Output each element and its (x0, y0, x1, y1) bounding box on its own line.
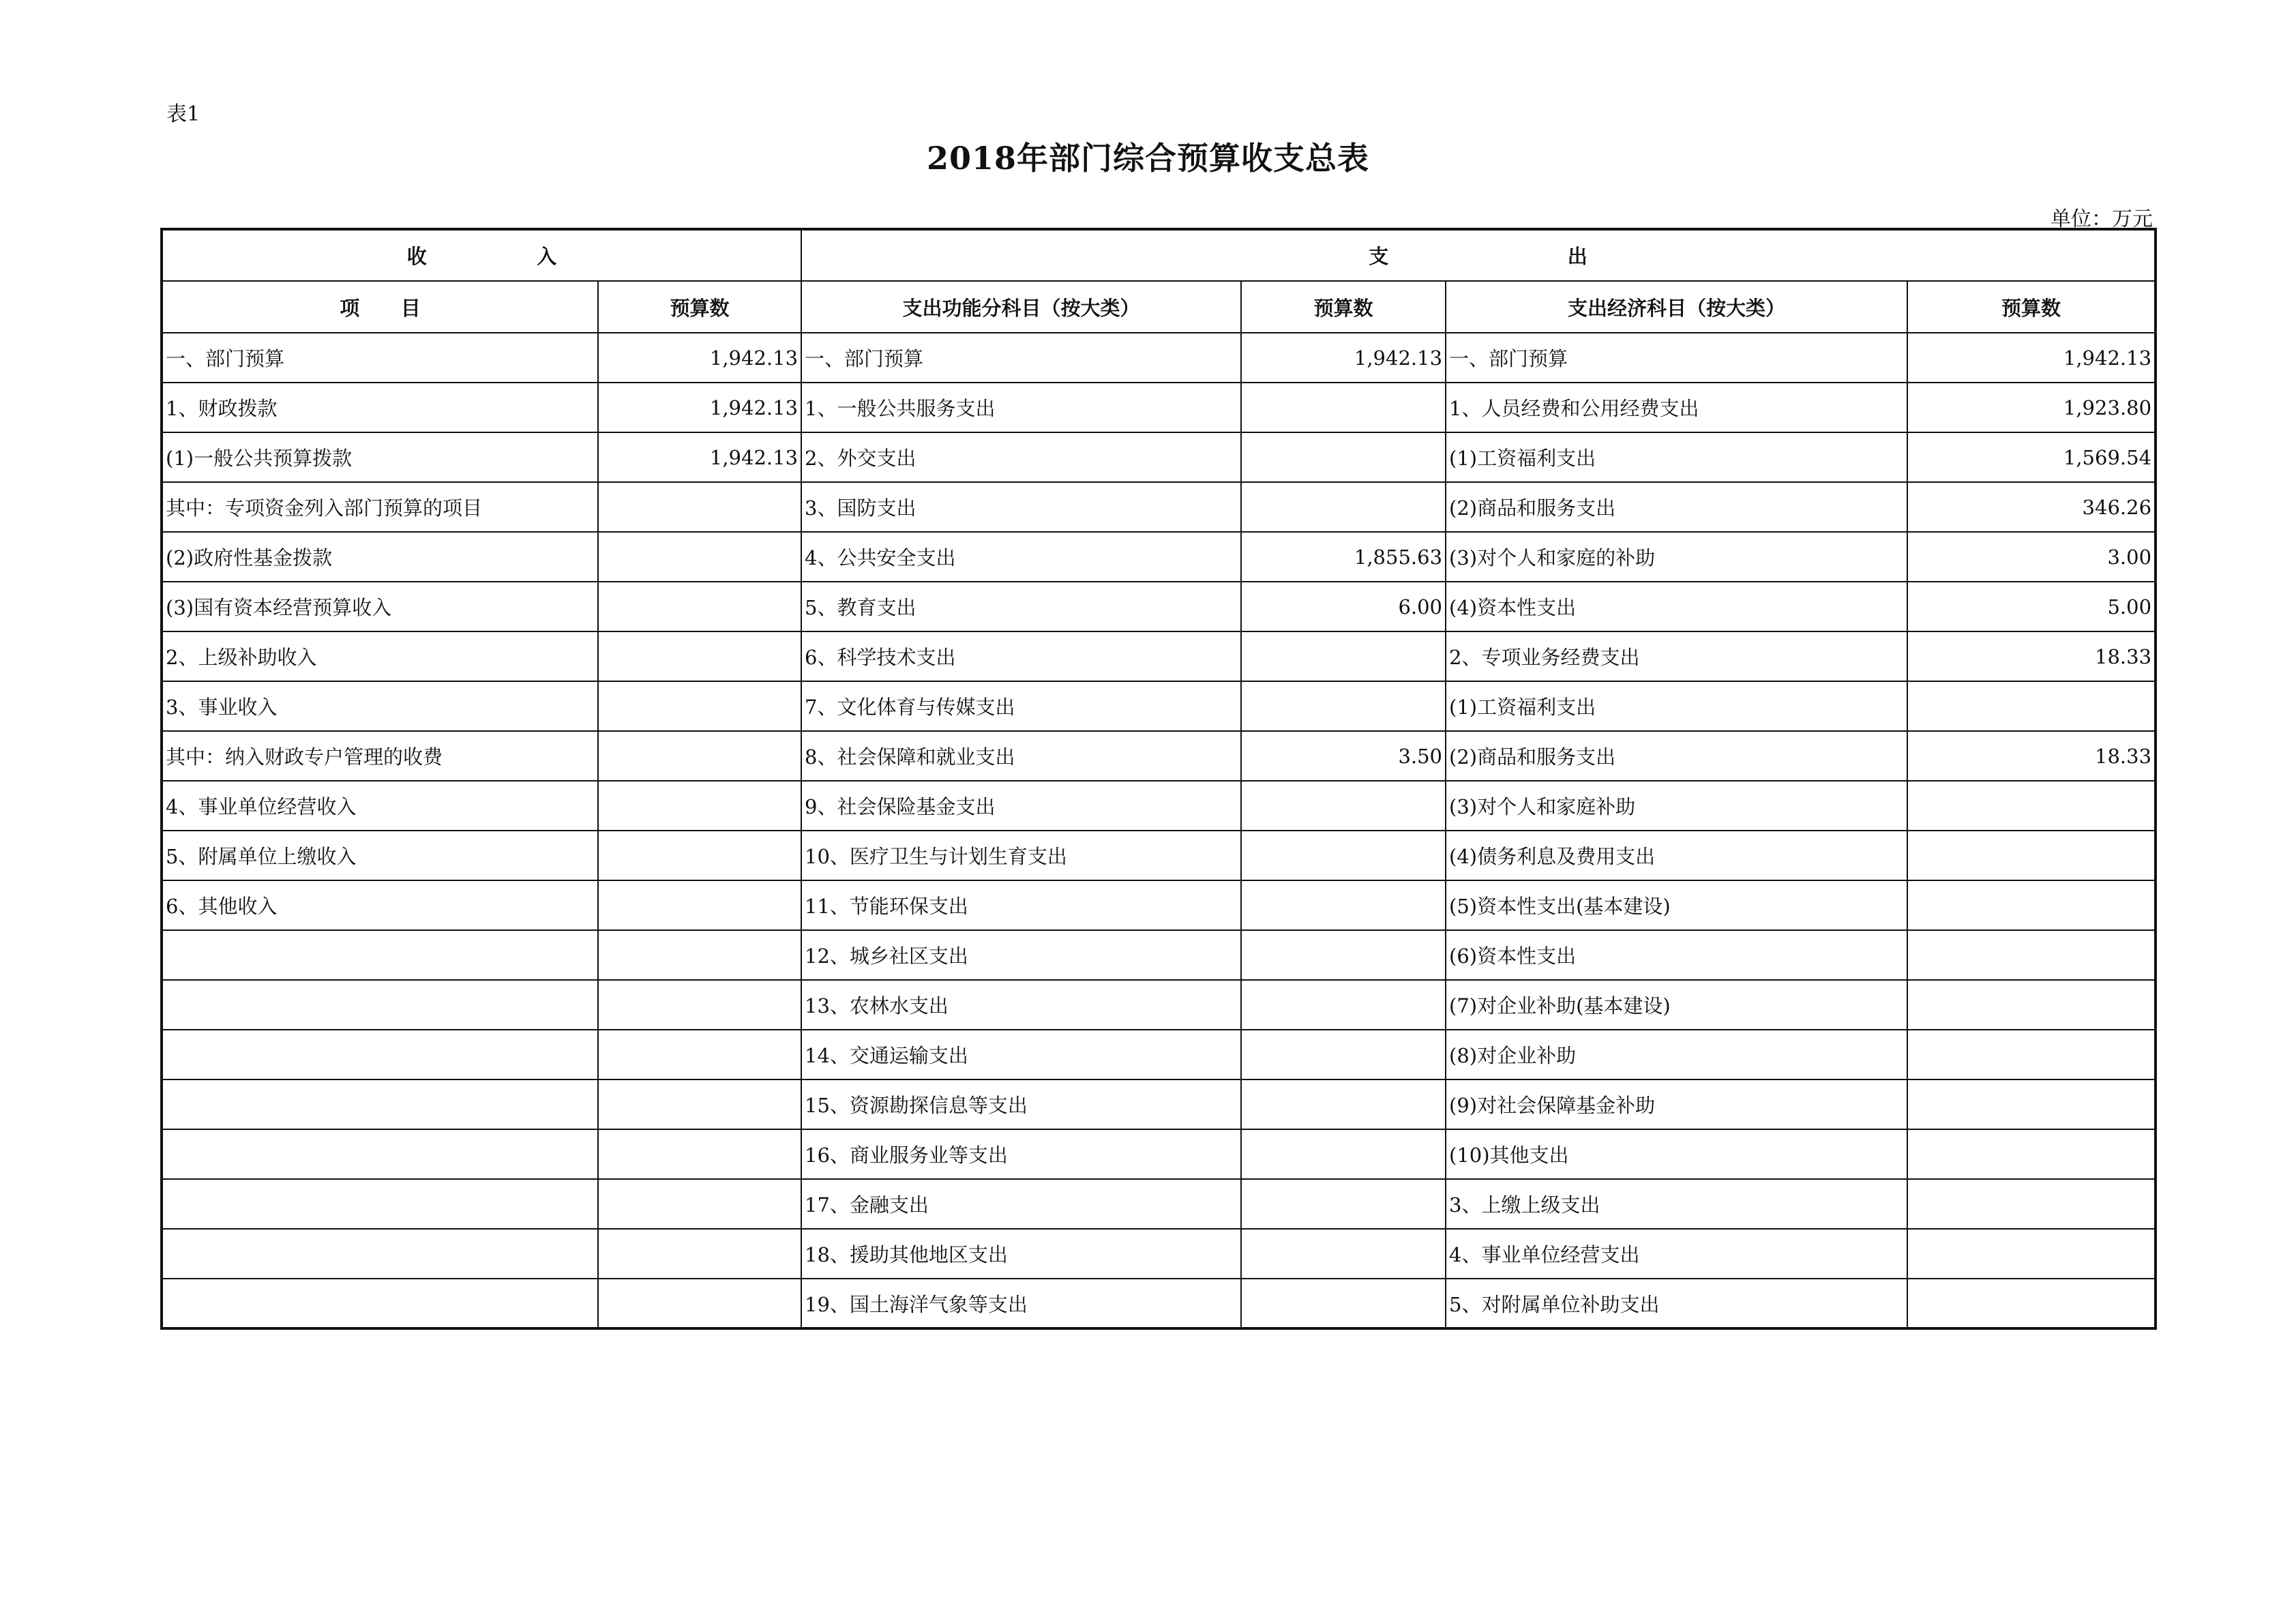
func-item-cell: 19、国土海洋气象等支出 (801, 1279, 1241, 1328)
econ-item-cell: (6)资本性支出 (1446, 930, 1907, 980)
income-amount-cell (598, 781, 801, 831)
table-row (162, 681, 2156, 731)
func-amount-cell (1241, 681, 1446, 731)
income-item-cell: 5、附属单位上缴收入 (162, 831, 598, 880)
table-row (162, 880, 2156, 930)
func-item-cell: 一、部门预算 (801, 333, 1241, 383)
income-item-cell (162, 1229, 598, 1279)
func-item-cell: 5、教育支出 (801, 582, 1241, 631)
income-item-cell (162, 930, 598, 980)
func-amount-cell (1241, 880, 1446, 930)
income-amount-cell (598, 532, 801, 582)
econ-amount-cell: 18.33 (1907, 731, 2156, 781)
econ-item-cell: (1)工资福利支出 (1446, 681, 1907, 731)
econ-item-cell: (7)对企业补助(基本建设) (1446, 980, 1907, 1030)
econ-amount-cell (1907, 831, 2156, 880)
income-item-cell: (3)国有资本经营预算收入 (162, 582, 598, 631)
table-row (162, 1179, 2156, 1229)
col-header-budget: 预算数 (598, 281, 801, 333)
table-row (162, 1079, 2156, 1129)
econ-amount-cell (1907, 980, 2156, 1030)
col-header-func: 支出功能分科目（按大类） (801, 281, 1241, 333)
income-amount-cell: 1,942.13 (598, 432, 801, 482)
table-row (162, 333, 2156, 383)
func-amount-cell (1241, 1129, 1446, 1179)
func-item-cell: 1、一般公共服务支出 (801, 383, 1241, 432)
sheet-label: 表1 (166, 102, 200, 126)
income-item-cell (162, 1030, 598, 1079)
table-row (162, 1229, 2156, 1279)
income-item-cell (162, 1179, 598, 1229)
income-item-cell: 一、部门预算 (162, 333, 598, 383)
col-header-econ-budget: 预算数 (1907, 281, 2156, 333)
income-amount-cell (598, 1079, 801, 1129)
income-item-cell: 4、事业单位经营收入 (162, 781, 598, 831)
econ-amount-cell: 1,942.13 (1907, 333, 2156, 383)
table-row (162, 1279, 2156, 1328)
econ-item-cell: (3)对个人和家庭补助 (1446, 781, 1907, 831)
func-item-cell: 18、援助其他地区支出 (801, 1229, 1241, 1279)
econ-amount-cell: 3.00 (1907, 532, 2156, 582)
econ-amount-cell: 1,923.80 (1907, 383, 2156, 432)
econ-amount-cell (1907, 930, 2156, 980)
column-header-row (162, 281, 2156, 333)
func-amount-cell: 1,942.13 (1241, 333, 1446, 383)
table-row (162, 383, 2156, 432)
econ-amount-cell: 5.00 (1907, 582, 2156, 631)
table-row (162, 930, 2156, 980)
table-row (162, 781, 2156, 831)
func-item-cell: 14、交通运输支出 (801, 1030, 1241, 1079)
func-amount-cell: 1,855.63 (1241, 532, 1446, 582)
group-header-row (162, 229, 2156, 281)
econ-item-cell: 3、上缴上级支出 (1446, 1179, 1907, 1229)
income-group-header: 收 入 (162, 229, 801, 281)
econ-item-cell: 5、对附属单位补助支出 (1446, 1279, 1907, 1328)
income-amount-cell (598, 631, 801, 681)
income-item-cell: 2、上级补助收入 (162, 631, 598, 681)
func-item-cell: 6、科学技术支出 (801, 631, 1241, 681)
func-amount-cell (1241, 1179, 1446, 1229)
func-item-cell: 9、社会保险基金支出 (801, 781, 1241, 831)
econ-item-cell: (2)商品和服务支出 (1446, 482, 1907, 532)
func-amount-cell (1241, 1229, 1446, 1279)
table-row (162, 731, 2156, 781)
econ-amount-cell (1907, 1179, 2156, 1229)
econ-item-cell: 1、人员经费和公用经费支出 (1446, 383, 1907, 432)
col-header-item: 项 目 (162, 281, 598, 333)
econ-item-cell: 2、专项业务经费支出 (1446, 631, 1907, 681)
func-item-cell: 2、外交支出 (801, 432, 1241, 482)
income-amount-cell (598, 1279, 801, 1328)
income-amount-cell (598, 1179, 801, 1229)
table-row (162, 482, 2156, 532)
income-item-cell: (1)一般公共预算拨款 (162, 432, 598, 482)
col-header-econ: 支出经济科目（按大类） (1446, 281, 1907, 333)
income-amount-cell (598, 831, 801, 880)
func-amount-cell (1241, 1279, 1446, 1328)
func-amount-cell (1241, 781, 1446, 831)
econ-amount-cell: 18.33 (1907, 631, 2156, 681)
func-item-cell: 10、医疗卫生与计划生育支出 (801, 831, 1241, 880)
func-amount-cell (1241, 432, 1446, 482)
income-item-cell: 3、事业收入 (162, 681, 598, 731)
budget-summary-table (160, 228, 2157, 1330)
income-amount-cell (598, 1129, 801, 1179)
econ-item-cell: (4)债务利息及费用支出 (1446, 831, 1907, 880)
income-item-cell: (2)政府性基金拨款 (162, 532, 598, 582)
income-item-cell: 其中：纳入财政专户管理的收费 (162, 731, 598, 781)
func-item-cell: 17、金融支出 (801, 1179, 1241, 1229)
func-item-cell: 7、文化体育与传媒支出 (801, 681, 1241, 731)
econ-item-cell: (4)资本性支出 (1446, 582, 1907, 631)
econ-amount-cell (1907, 781, 2156, 831)
econ-item-cell: (8)对企业补助 (1446, 1030, 1907, 1079)
econ-item-cell: (3)对个人和家庭的补助 (1446, 532, 1907, 582)
income-amount-cell: 1,942.13 (598, 383, 801, 432)
econ-amount-cell (1907, 681, 2156, 731)
func-item-cell: 12、城乡社区支出 (801, 930, 1241, 980)
econ-amount-cell (1907, 1229, 2156, 1279)
income-item-cell (162, 1129, 598, 1179)
econ-item-cell: (9)对社会保障基金补助 (1446, 1079, 1907, 1129)
econ-amount-cell (1907, 1079, 2156, 1129)
econ-item-cell: (10)其他支出 (1446, 1129, 1907, 1179)
income-amount-cell (598, 482, 801, 532)
table-row (162, 980, 2156, 1030)
income-amount-cell (598, 681, 801, 731)
func-amount-cell (1241, 1079, 1446, 1129)
func-amount-cell (1241, 1030, 1446, 1079)
func-amount-cell: 6.00 (1241, 582, 1446, 631)
income-amount-cell (598, 731, 801, 781)
income-item-cell: 6、其他收入 (162, 880, 598, 930)
econ-item-cell: 一、部门预算 (1446, 333, 1907, 383)
econ-item-cell: (1)工资福利支出 (1446, 432, 1907, 482)
func-item-cell: 4、公共安全支出 (801, 532, 1241, 582)
econ-item-cell: (5)资本性支出(基本建设) (1446, 880, 1907, 930)
func-item-cell: 16、商业服务业等支出 (801, 1129, 1241, 1179)
func-amount-cell (1241, 631, 1446, 681)
table-row (162, 631, 2156, 681)
table-row (162, 831, 2156, 880)
econ-item-cell: (2)商品和服务支出 (1446, 731, 1907, 781)
func-item-cell: 3、国防支出 (801, 482, 1241, 532)
econ-amount-cell (1907, 1129, 2156, 1179)
func-amount-cell (1241, 930, 1446, 980)
econ-amount-cell (1907, 1279, 2156, 1328)
table-row (162, 1030, 2156, 1079)
income-amount-cell (598, 980, 801, 1030)
table-row (162, 532, 2156, 582)
func-item-cell: 11、节能环保支出 (801, 880, 1241, 930)
income-amount-cell (598, 582, 801, 631)
table-row (162, 432, 2156, 482)
income-amount-cell (598, 880, 801, 930)
econ-amount-cell: 1,569.54 (1907, 432, 2156, 482)
func-amount-cell (1241, 980, 1446, 1030)
econ-item-cell: 4、事业单位经营支出 (1446, 1229, 1907, 1279)
func-amount-cell (1241, 831, 1446, 880)
unit-label: 单位：万元 (2051, 207, 2153, 231)
econ-amount-cell: 346.26 (1907, 482, 2156, 532)
func-amount-cell: 3.50 (1241, 731, 1446, 781)
expense-group-header: 支 出 (801, 229, 2156, 281)
income-amount-cell (598, 930, 801, 980)
func-item-cell: 8、社会保障和就业支出 (801, 731, 1241, 781)
table-row (162, 582, 2156, 631)
income-amount-cell (598, 1030, 801, 1079)
econ-amount-cell (1907, 880, 2156, 930)
page-title: 2018年部门综合预算收支总表 (926, 140, 1370, 177)
func-item-cell: 13、农林水支出 (801, 980, 1241, 1030)
col-header-func-budget: 预算数 (1241, 281, 1446, 333)
income-item-cell (162, 1079, 598, 1129)
func-item-cell: 15、资源勘探信息等支出 (801, 1079, 1241, 1129)
income-amount-cell: 1,942.13 (598, 333, 801, 383)
income-item-cell (162, 1279, 598, 1328)
income-amount-cell (598, 1229, 801, 1279)
income-item-cell: 1、财政拨款 (162, 383, 598, 432)
func-amount-cell (1241, 482, 1446, 532)
econ-amount-cell (1907, 1030, 2156, 1079)
income-item-cell (162, 980, 598, 1030)
income-item-cell: 其中：专项资金列入部门预算的项目 (162, 482, 598, 532)
func-amount-cell (1241, 383, 1446, 432)
table-row (162, 1129, 2156, 1179)
